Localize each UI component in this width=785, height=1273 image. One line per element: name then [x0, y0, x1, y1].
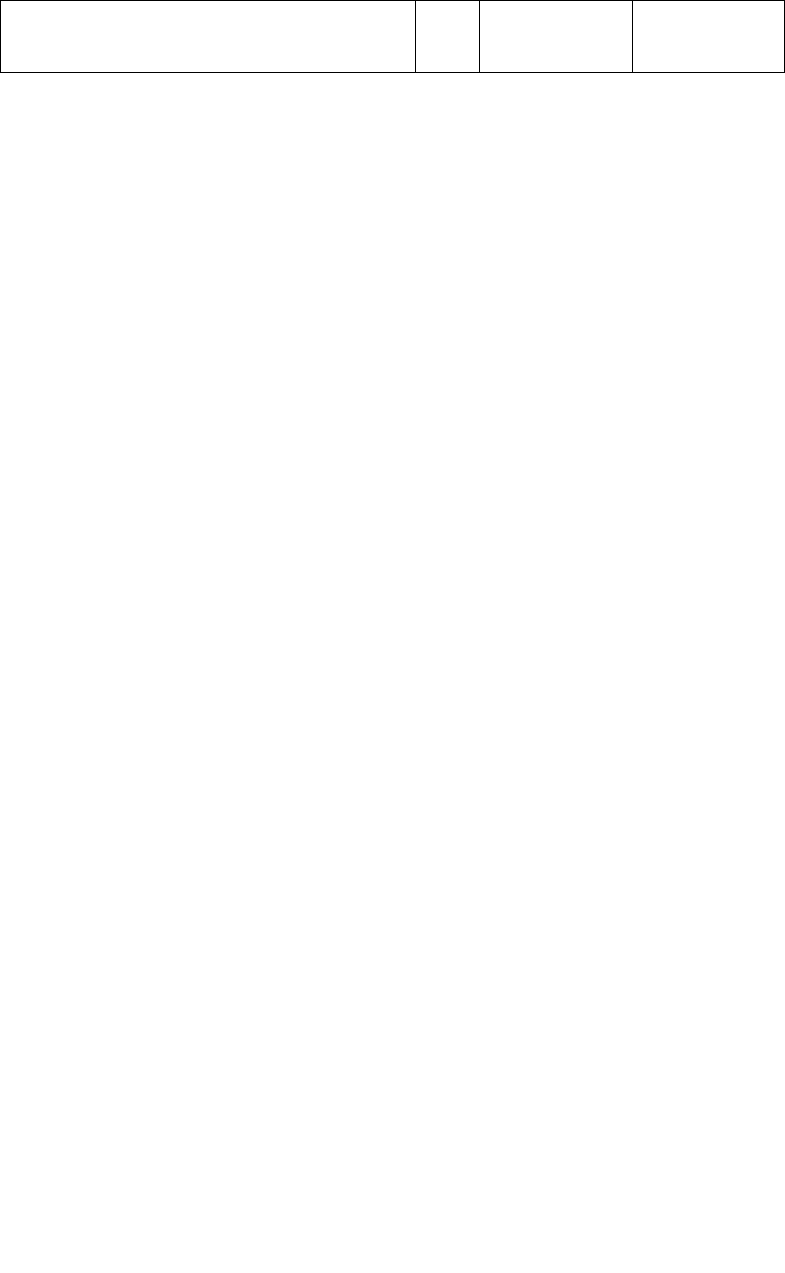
note-column-header — [416, 1, 480, 72]
year-2015-header — [633, 1, 785, 72]
header-row — [0, 0, 785, 73]
page-title — [0, 1, 416, 72]
year-2016-header — [480, 1, 633, 72]
